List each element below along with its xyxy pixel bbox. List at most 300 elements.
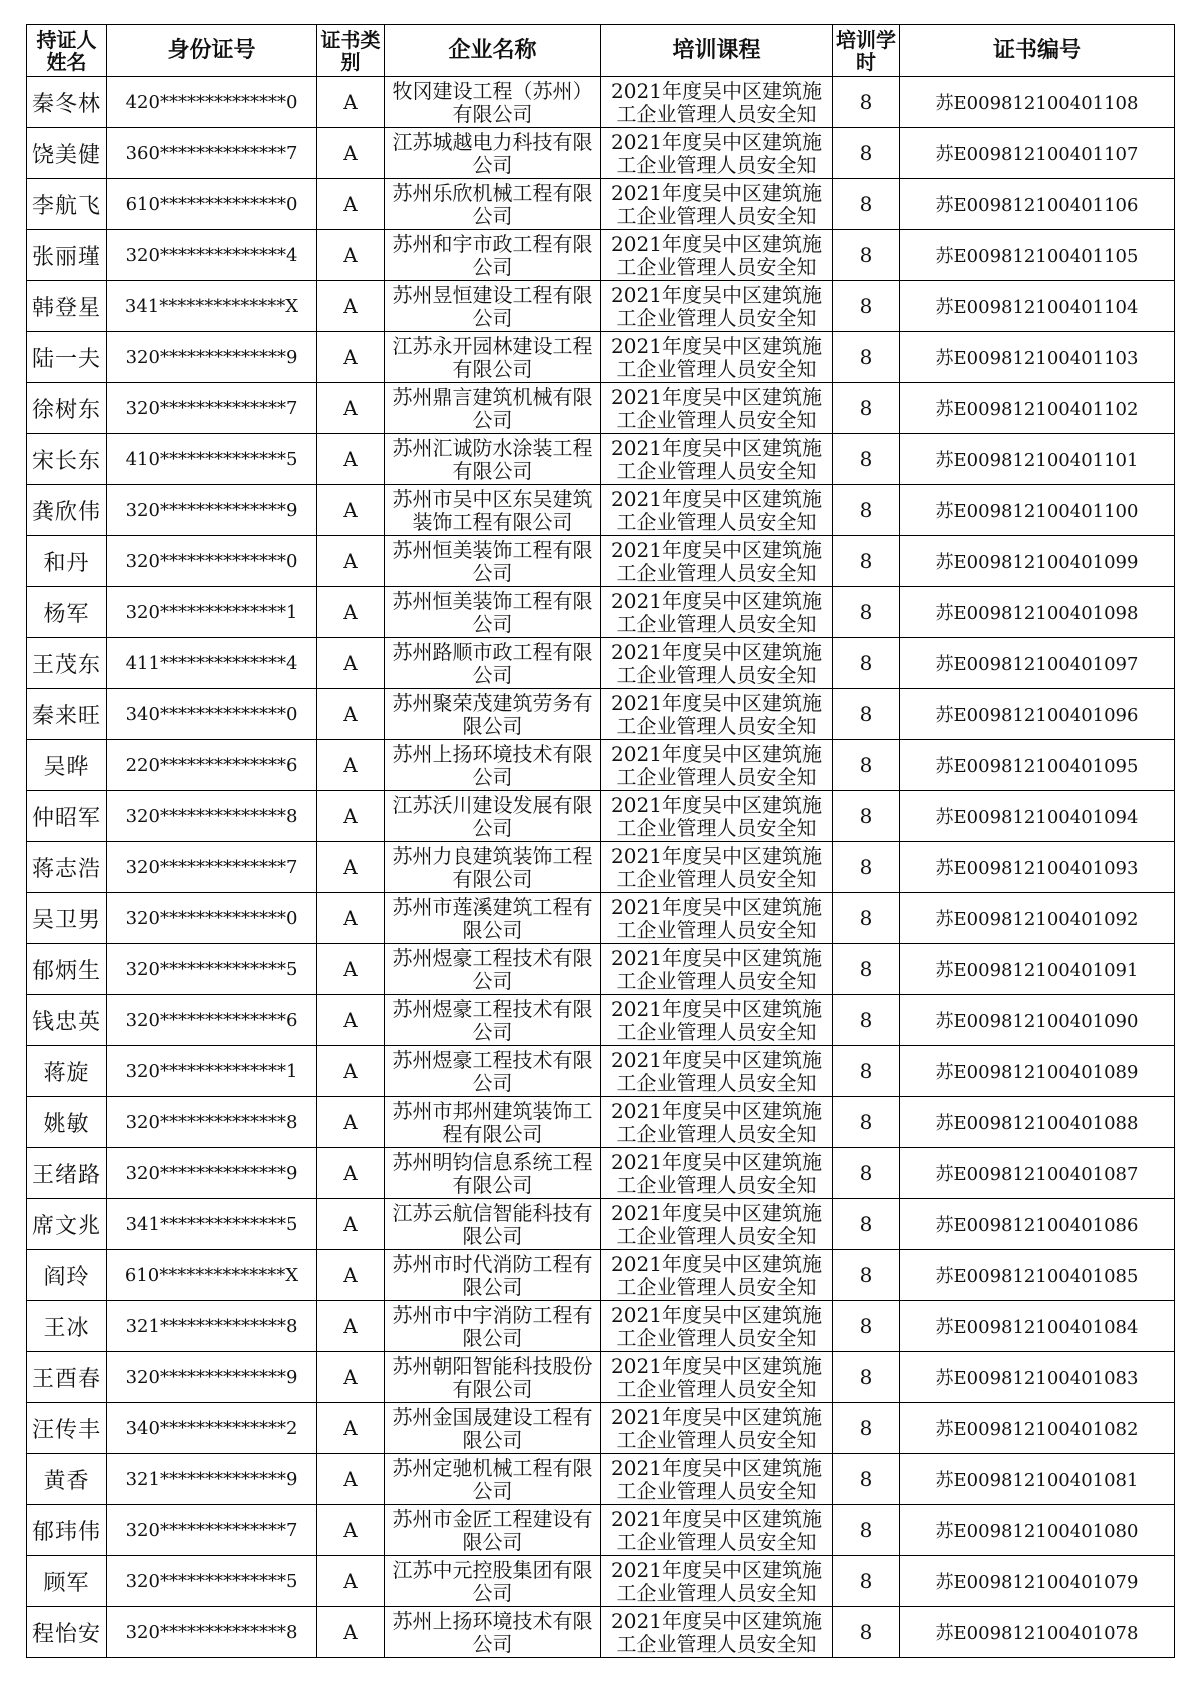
cert-number-cell: 苏E009812100401097 — [900, 638, 1175, 689]
cert-type-cell: A — [317, 1352, 385, 1403]
cert-number-cell: 苏E009812100401088 — [900, 1097, 1175, 1148]
course-cell-text: 2021年度吴中区建筑施工企业管理人员安全知 — [611, 384, 822, 432]
id-number-cell: 321**************9 — [107, 1454, 317, 1505]
table-row — [27, 791, 1175, 842]
table-row — [27, 1607, 1175, 1658]
holder-name-cell: 蒋志浩 — [27, 842, 107, 893]
company-name-cell — [385, 1403, 601, 1454]
holder-name-cell: 阎玲 — [27, 1250, 107, 1301]
company-name-cell — [385, 689, 601, 740]
hours-cell: 8 — [833, 128, 900, 179]
company-name-cell — [385, 179, 601, 230]
cert-number-cell: 苏E009812100401078 — [900, 1607, 1175, 1658]
id-number-cell: 340**************2 — [107, 1403, 317, 1454]
company-name-cell-text: 苏州煜豪工程技术有限公司 — [392, 996, 593, 1044]
table-row — [27, 1403, 1175, 1454]
cert-number-cell: 苏E009812100401080 — [900, 1505, 1175, 1556]
table-row — [27, 1199, 1175, 1250]
cert-type-cell: A — [317, 536, 385, 587]
hours-cell: 8 — [833, 944, 900, 995]
hours-cell: 8 — [833, 1148, 900, 1199]
id-number-cell: 410**************5 — [107, 434, 317, 485]
company-name-cell — [385, 740, 601, 791]
course-cell — [601, 485, 833, 536]
cert-number-cell: 苏E009812100401089 — [900, 1046, 1175, 1097]
course-cell-text: 2021年度吴中区建筑施工企业管理人员安全知 — [611, 282, 822, 330]
header-hours: 培训学时 — [833, 25, 900, 77]
cert-number-cell: 苏E009812100401079 — [900, 1556, 1175, 1607]
cert-number-cell: 苏E009812100401102 — [900, 383, 1175, 434]
cert-type-cell: A — [317, 638, 385, 689]
id-number-cell: 320**************8 — [107, 791, 317, 842]
cert-number-cell: 苏E009812100401107 — [900, 128, 1175, 179]
hours-cell: 8 — [833, 1199, 900, 1250]
table-row — [27, 893, 1175, 944]
header-cert-number: 证书编号 — [900, 25, 1175, 77]
company-name-cell — [385, 434, 601, 485]
table-row — [27, 1097, 1175, 1148]
company-name-cell — [385, 77, 601, 128]
course-cell-text: 2021年度吴中区建筑施工企业管理人员安全知 — [611, 690, 822, 738]
cert-type-cell: A — [317, 1301, 385, 1352]
company-name-cell-text: 苏州乐欣机械工程有限公司 — [392, 180, 593, 228]
id-number-cell: 320**************1 — [107, 1046, 317, 1097]
hours-cell: 8 — [833, 1505, 900, 1556]
hours-cell: 8 — [833, 1097, 900, 1148]
course-cell-text: 2021年度吴中区建筑施工企业管理人员安全知 — [611, 333, 822, 381]
table-row — [27, 638, 1175, 689]
table-row — [27, 1250, 1175, 1301]
holder-name-cell: 黄香 — [27, 1454, 107, 1505]
company-name-cell-text: 江苏永开园林建设工程有限公司 — [392, 333, 593, 381]
course-cell-text: 2021年度吴中区建筑施工企业管理人员安全知 — [611, 588, 822, 636]
course-cell-text: 2021年度吴中区建筑施工企业管理人员安全知 — [611, 1557, 822, 1605]
cert-number-cell: 苏E009812100401082 — [900, 1403, 1175, 1454]
id-number-cell: 320**************9 — [107, 1148, 317, 1199]
holder-name-cell: 宋长东 — [27, 434, 107, 485]
cert-type-cell: A — [317, 230, 385, 281]
table-row — [27, 77, 1175, 128]
course-cell — [601, 1505, 833, 1556]
id-number-cell: 321**************8 — [107, 1301, 317, 1352]
cert-number-cell: 苏E009812100401096 — [900, 689, 1175, 740]
course-cell-text: 2021年度吴中区建筑施工企业管理人员安全知 — [611, 1047, 822, 1095]
company-name-cell — [385, 1301, 601, 1352]
company-name-cell-text: 苏州煜豪工程技术有限公司 — [392, 1047, 593, 1095]
course-cell — [601, 383, 833, 434]
company-name-cell-text: 苏州路顺市政工程有限公司 — [392, 639, 593, 687]
course-cell — [601, 791, 833, 842]
hours-cell: 8 — [833, 995, 900, 1046]
company-name-cell — [385, 944, 601, 995]
header-holder-name: 持证人姓名 — [27, 25, 107, 77]
hours-cell: 8 — [833, 791, 900, 842]
course-cell-text: 2021年度吴中区建筑施工企业管理人员安全知 — [611, 78, 822, 126]
course-cell-text: 2021年度吴中区建筑施工企业管理人员安全知 — [611, 1302, 822, 1350]
hours-cell: 8 — [833, 230, 900, 281]
cert-number-cell: 苏E009812100401083 — [900, 1352, 1175, 1403]
course-cell-text: 2021年度吴中区建筑施工企业管理人员安全知 — [611, 435, 822, 483]
id-number-cell: 610**************X — [107, 1250, 317, 1301]
cert-type-cell: A — [317, 332, 385, 383]
hours-cell: 8 — [833, 1352, 900, 1403]
company-name-cell-text: 苏州市时代消防工程有限公司 — [392, 1251, 593, 1299]
company-name-cell-text: 苏州市莲溪建筑工程有限公司 — [392, 894, 593, 942]
course-cell-text: 2021年度吴中区建筑施工企业管理人员安全知 — [611, 1098, 822, 1146]
course-cell — [601, 230, 833, 281]
id-number-cell: 320**************6 — [107, 995, 317, 1046]
company-name-cell-text: 苏州和宇市政工程有限公司 — [392, 231, 593, 279]
course-cell — [601, 944, 833, 995]
hours-cell: 8 — [833, 77, 900, 128]
id-number-cell: 320**************9 — [107, 1352, 317, 1403]
company-name-cell-text: 苏州昱恒建设工程有限公司 — [392, 282, 593, 330]
cert-type-cell: A — [317, 434, 385, 485]
holder-name-cell: 韩登星 — [27, 281, 107, 332]
holder-name-cell: 龚欣伟 — [27, 485, 107, 536]
course-cell-text: 2021年度吴中区建筑施工企业管理人员安全知 — [611, 1251, 822, 1299]
course-cell-text: 2021年度吴中区建筑施工企业管理人员安全知 — [611, 741, 822, 789]
cert-number-cell: 苏E009812100401103 — [900, 332, 1175, 383]
course-cell-text: 2021年度吴中区建筑施工企业管理人员安全知 — [611, 1149, 822, 1197]
id-number-cell: 320**************7 — [107, 1505, 317, 1556]
cert-type-cell: A — [317, 1505, 385, 1556]
company-name-cell — [385, 1250, 601, 1301]
company-name-cell-text: 苏州市金匠工程建设有限公司 — [392, 1506, 593, 1554]
company-name-cell-text: 江苏中元控股集团有限公司 — [392, 1557, 593, 1605]
company-name-cell — [385, 638, 601, 689]
company-name-cell — [385, 587, 601, 638]
cert-number-cell: 苏E009812100401084 — [900, 1301, 1175, 1352]
id-number-cell: 320**************8 — [107, 1097, 317, 1148]
hours-cell: 8 — [833, 842, 900, 893]
company-name-cell — [385, 1352, 601, 1403]
company-name-cell — [385, 842, 601, 893]
table-row — [27, 1454, 1175, 1505]
id-number-cell: 320**************7 — [107, 842, 317, 893]
cert-type-cell: A — [317, 689, 385, 740]
cert-number-cell: 苏E009812100401101 — [900, 434, 1175, 485]
table-row — [27, 1352, 1175, 1403]
holder-name-cell: 李航飞 — [27, 179, 107, 230]
cert-type-cell: A — [317, 1454, 385, 1505]
company-name-cell-text: 苏州朝阳智能科技股份有限公司 — [392, 1353, 593, 1401]
course-cell — [601, 1454, 833, 1505]
company-name-cell-text: 江苏云航信智能科技有限公司 — [392, 1200, 593, 1248]
holder-name-cell: 秦来旺 — [27, 689, 107, 740]
company-name-cell — [385, 893, 601, 944]
course-cell-text: 2021年度吴中区建筑施工企业管理人员安全知 — [611, 129, 822, 177]
cert-number-cell: 苏E009812100401105 — [900, 230, 1175, 281]
company-name-cell — [385, 281, 601, 332]
cert-number-cell: 苏E009812100401094 — [900, 791, 1175, 842]
hours-cell: 8 — [833, 740, 900, 791]
cert-type-cell: A — [317, 1403, 385, 1454]
course-cell — [601, 842, 833, 893]
cert-type-cell: A — [317, 1199, 385, 1250]
id-number-cell: 340**************0 — [107, 689, 317, 740]
company-name-cell-text: 苏州市邦州建筑装饰工程有限公司 — [392, 1098, 593, 1146]
cert-number-cell: 苏E009812100401091 — [900, 944, 1175, 995]
holder-name-cell: 郁炳生 — [27, 944, 107, 995]
holder-name-cell: 王绪路 — [27, 1148, 107, 1199]
hours-cell: 8 — [833, 332, 900, 383]
course-cell — [601, 587, 833, 638]
cert-type-cell: A — [317, 1097, 385, 1148]
table-row — [27, 128, 1175, 179]
holder-name-cell: 汪传丰 — [27, 1403, 107, 1454]
table-row — [27, 281, 1175, 332]
course-cell-text: 2021年度吴中区建筑施工企业管理人员安全知 — [611, 1506, 822, 1554]
company-name-cell — [385, 1097, 601, 1148]
table-row — [27, 434, 1175, 485]
course-cell — [601, 1097, 833, 1148]
cert-type-cell: A — [317, 842, 385, 893]
holder-name-cell: 和丹 — [27, 536, 107, 587]
cert-number-cell: 苏E009812100401093 — [900, 842, 1175, 893]
id-number-cell: 411**************4 — [107, 638, 317, 689]
course-cell-text: 2021年度吴中区建筑施工企业管理人员安全知 — [611, 1404, 822, 1452]
cert-type-cell: A — [317, 1046, 385, 1097]
course-cell — [601, 740, 833, 791]
holder-name-cell: 吴卫男 — [27, 893, 107, 944]
table-row — [27, 1505, 1175, 1556]
course-cell-text: 2021年度吴中区建筑施工企业管理人员安全知 — [611, 537, 822, 585]
cert-number-cell: 苏E009812100401106 — [900, 179, 1175, 230]
id-number-cell: 320**************0 — [107, 893, 317, 944]
company-name-cell-text: 牧冈建设工程（苏州）有限公司 — [392, 78, 593, 126]
holder-name-cell: 仲昭军 — [27, 791, 107, 842]
holder-name-cell: 姚敏 — [27, 1097, 107, 1148]
course-cell — [601, 536, 833, 587]
company-name-cell — [385, 1148, 601, 1199]
hours-cell: 8 — [833, 1403, 900, 1454]
cert-type-cell: A — [317, 791, 385, 842]
cert-number-cell: 苏E009812100401087 — [900, 1148, 1175, 1199]
holder-name-cell: 王酉春 — [27, 1352, 107, 1403]
id-number-cell: 341**************X — [107, 281, 317, 332]
company-name-cell — [385, 1505, 601, 1556]
course-cell — [601, 1607, 833, 1658]
hours-cell: 8 — [833, 281, 900, 332]
holder-name-cell: 秦冬林 — [27, 77, 107, 128]
company-name-cell — [385, 1199, 601, 1250]
cert-number-cell: 苏E009812100401108 — [900, 77, 1175, 128]
cert-type-cell: A — [317, 1556, 385, 1607]
header-id-number: 身份证号 — [107, 25, 317, 77]
hours-cell: 8 — [833, 485, 900, 536]
course-cell-text: 2021年度吴中区建筑施工企业管理人员安全知 — [611, 1353, 822, 1401]
holder-name-cell: 王冰 — [27, 1301, 107, 1352]
id-number-cell: 610**************0 — [107, 179, 317, 230]
cert-type-cell: A — [317, 179, 385, 230]
company-name-cell — [385, 230, 601, 281]
company-name-cell — [385, 1046, 601, 1097]
holder-name-cell: 钱忠英 — [27, 995, 107, 1046]
cert-number-cell: 苏E009812100401104 — [900, 281, 1175, 332]
table-body — [27, 77, 1175, 1658]
table-row — [27, 689, 1175, 740]
course-cell-text: 2021年度吴中区建筑施工企业管理人员安全知 — [611, 486, 822, 534]
id-number-cell: 341**************5 — [107, 1199, 317, 1250]
id-number-cell: 320**************5 — [107, 1556, 317, 1607]
certificate-table — [26, 24, 1175, 1658]
id-number-cell: 220**************6 — [107, 740, 317, 791]
cert-type-cell: A — [317, 281, 385, 332]
course-cell — [601, 281, 833, 332]
holder-name-cell: 饶美健 — [27, 128, 107, 179]
hours-cell: 8 — [833, 689, 900, 740]
course-cell — [601, 893, 833, 944]
table-row — [27, 383, 1175, 434]
company-name-cell-text: 苏州市中宇消防工程有限公司 — [392, 1302, 593, 1350]
hours-cell: 8 — [833, 179, 900, 230]
company-name-cell-text: 苏州力良建筑装饰工程有限公司 — [392, 843, 593, 891]
course-cell-text: 2021年度吴中区建筑施工企业管理人员安全知 — [611, 1608, 822, 1656]
cert-number-cell: 苏E009812100401085 — [900, 1250, 1175, 1301]
cert-number-cell: 苏E009812100401090 — [900, 995, 1175, 1046]
table-row — [27, 230, 1175, 281]
company-name-cell — [385, 1454, 601, 1505]
hours-cell: 8 — [833, 1250, 900, 1301]
cert-type-cell: A — [317, 1250, 385, 1301]
holder-name-cell: 张丽瑾 — [27, 230, 107, 281]
company-name-cell-text: 苏州聚荣茂建筑劳务有限公司 — [392, 690, 593, 738]
company-name-cell-text: 苏州明钧信息系统工程有限公司 — [392, 1149, 593, 1197]
course-cell — [601, 1352, 833, 1403]
course-cell — [601, 1556, 833, 1607]
table-row — [27, 179, 1175, 230]
table-row — [27, 1301, 1175, 1352]
course-cell — [601, 1046, 833, 1097]
id-number-cell: 320**************1 — [107, 587, 317, 638]
hours-cell: 8 — [833, 638, 900, 689]
hours-cell: 8 — [833, 383, 900, 434]
company-name-cell-text: 苏州汇诚防水涂装工程有限公司 — [392, 435, 593, 483]
course-cell-text: 2021年度吴中区建筑施工企业管理人员安全知 — [611, 1200, 822, 1248]
cert-type-cell: A — [317, 1148, 385, 1199]
holder-name-cell: 蒋旋 — [27, 1046, 107, 1097]
holder-name-cell: 席文兆 — [27, 1199, 107, 1250]
header-company: 企业名称 — [385, 25, 601, 77]
header-course: 培训课程 — [601, 25, 833, 77]
course-cell-text: 2021年度吴中区建筑施工企业管理人员安全知 — [611, 231, 822, 279]
company-name-cell-text: 苏州定驰机械工程有限公司 — [392, 1455, 593, 1503]
course-cell-text: 2021年度吴中区建筑施工企业管理人员安全知 — [611, 180, 822, 228]
course-cell-text: 2021年度吴中区建筑施工企业管理人员安全知 — [611, 894, 822, 942]
company-name-cell-text: 苏州煜豪工程技术有限公司 — [392, 945, 593, 993]
company-name-cell-text: 江苏沃川建设发展有限公司 — [392, 792, 593, 840]
company-name-cell — [385, 1607, 601, 1658]
company-name-cell-text: 苏州市吴中区东吴建筑装饰工程有限公司 — [392, 486, 593, 534]
header-row — [27, 25, 1175, 77]
holder-name-cell: 顾军 — [27, 1556, 107, 1607]
course-cell-text: 2021年度吴中区建筑施工企业管理人员安全知 — [611, 1455, 822, 1503]
cert-type-cell: A — [317, 944, 385, 995]
hours-cell: 8 — [833, 1301, 900, 1352]
company-name-cell-text: 苏州金国晟建设工程有限公司 — [392, 1404, 593, 1452]
company-name-cell-text: 苏州恒美装饰工程有限公司 — [392, 588, 593, 636]
holder-name-cell: 王茂东 — [27, 638, 107, 689]
company-name-cell — [385, 128, 601, 179]
course-cell-text: 2021年度吴中区建筑施工企业管理人员安全知 — [611, 996, 822, 1044]
course-cell — [601, 128, 833, 179]
header-cert-type: 证书类别 — [317, 25, 385, 77]
table-row — [27, 485, 1175, 536]
holder-name-cell: 程怡安 — [27, 1607, 107, 1658]
table-row — [27, 1556, 1175, 1607]
cert-type-cell: A — [317, 128, 385, 179]
course-cell-text: 2021年度吴中区建筑施工企业管理人员安全知 — [611, 945, 822, 993]
id-number-cell: 320**************9 — [107, 332, 317, 383]
course-cell — [601, 179, 833, 230]
cert-number-cell: 苏E009812100401081 — [900, 1454, 1175, 1505]
company-name-cell — [385, 995, 601, 1046]
company-name-cell — [385, 791, 601, 842]
course-cell — [601, 638, 833, 689]
course-cell — [601, 1199, 833, 1250]
table-row — [27, 944, 1175, 995]
course-cell — [601, 689, 833, 740]
course-cell — [601, 1301, 833, 1352]
hours-cell: 8 — [833, 587, 900, 638]
company-name-cell — [385, 536, 601, 587]
company-name-cell-text: 江苏城越电力科技有限公司 — [392, 129, 593, 177]
table-row — [27, 536, 1175, 587]
company-name-cell-text: 苏州上扬环境技术有限公司 — [392, 1608, 593, 1656]
table-row — [27, 587, 1175, 638]
id-number-cell: 320**************4 — [107, 230, 317, 281]
cert-number-cell: 苏E009812100401086 — [900, 1199, 1175, 1250]
cert-number-cell: 苏E009812100401100 — [900, 485, 1175, 536]
hours-cell: 8 — [833, 893, 900, 944]
course-cell-text: 2021年度吴中区建筑施工企业管理人员安全知 — [611, 843, 822, 891]
id-number-cell: 320**************7 — [107, 383, 317, 434]
course-cell — [601, 1148, 833, 1199]
cert-number-cell: 苏E009812100401092 — [900, 893, 1175, 944]
course-cell — [601, 77, 833, 128]
table-row — [27, 740, 1175, 791]
id-number-cell: 320**************8 — [107, 1607, 317, 1658]
company-name-cell-text: 苏州鼎言建筑机械有限公司 — [392, 384, 593, 432]
course-cell-text: 2021年度吴中区建筑施工企业管理人员安全知 — [611, 639, 822, 687]
id-number-cell: 320**************9 — [107, 485, 317, 536]
id-number-cell: 320**************5 — [107, 944, 317, 995]
cert-type-cell: A — [317, 995, 385, 1046]
cert-number-cell: 苏E009812100401099 — [900, 536, 1175, 587]
company-name-cell-text: 苏州恒美装饰工程有限公司 — [392, 537, 593, 585]
holder-name-cell: 吴晔 — [27, 740, 107, 791]
company-name-cell — [385, 383, 601, 434]
cert-number-cell: 苏E009812100401098 — [900, 587, 1175, 638]
cert-type-cell: A — [317, 740, 385, 791]
course-cell — [601, 1250, 833, 1301]
holder-name-cell: 郁玮伟 — [27, 1505, 107, 1556]
hours-cell: 8 — [833, 434, 900, 485]
hours-cell: 8 — [833, 1454, 900, 1505]
cert-type-cell: A — [317, 1607, 385, 1658]
course-cell — [601, 332, 833, 383]
cert-type-cell: A — [317, 893, 385, 944]
course-cell — [601, 995, 833, 1046]
holder-name-cell: 杨军 — [27, 587, 107, 638]
table-row — [27, 1046, 1175, 1097]
hours-cell: 8 — [833, 1046, 900, 1097]
cert-type-cell: A — [317, 77, 385, 128]
company-name-cell — [385, 1556, 601, 1607]
cert-type-cell: A — [317, 587, 385, 638]
table-row — [27, 332, 1175, 383]
